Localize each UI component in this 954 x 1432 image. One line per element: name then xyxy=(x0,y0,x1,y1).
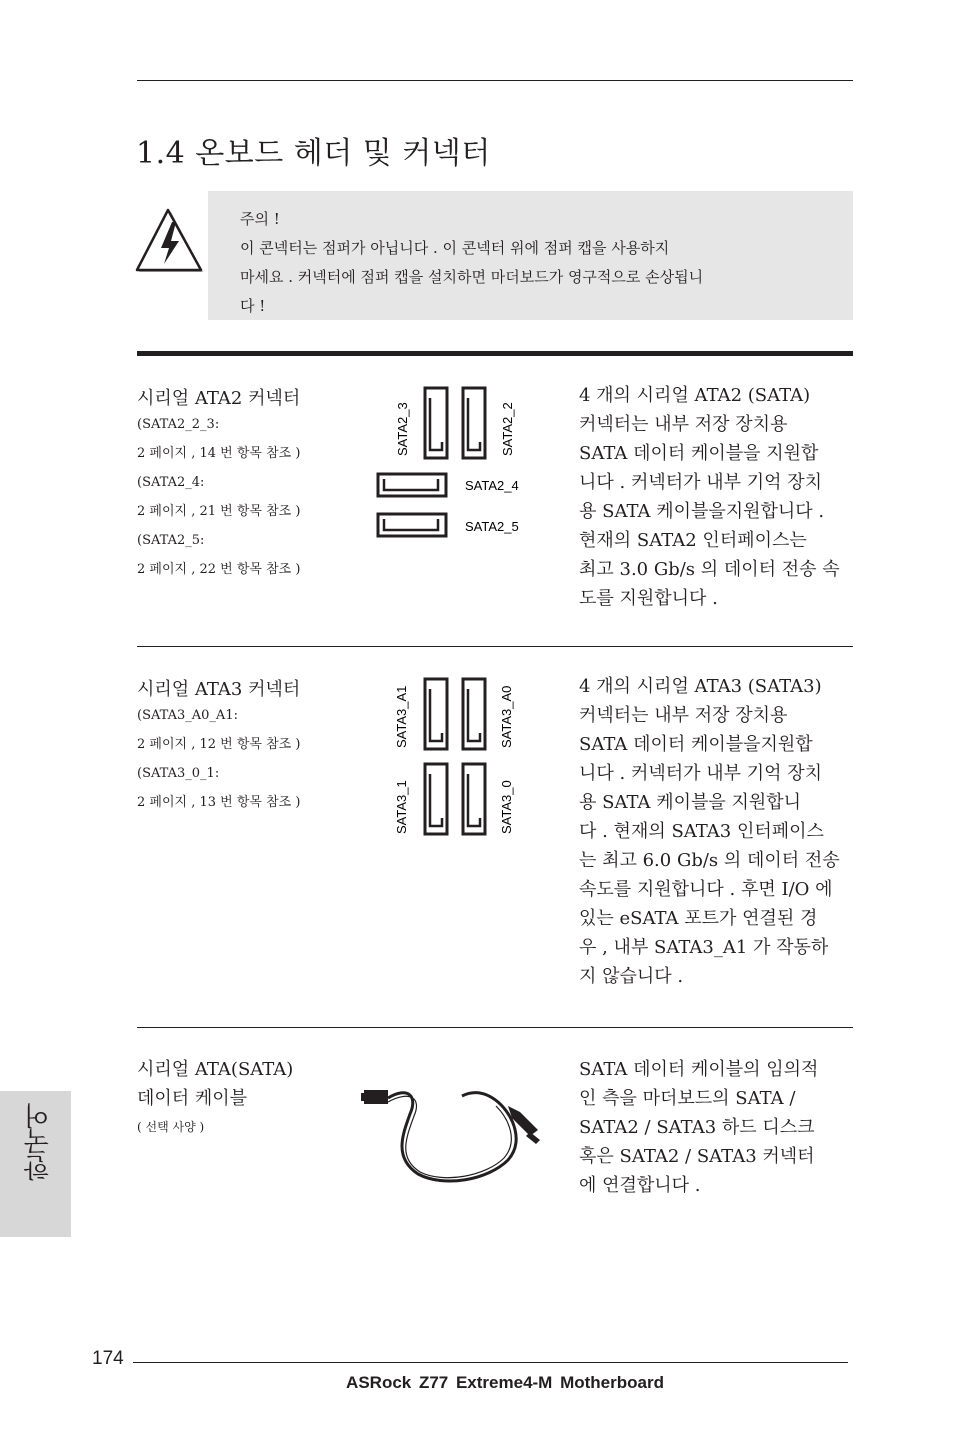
desc-line: 현재의 SATA2 인터페이스는 xyxy=(579,530,807,551)
desc-line: 니다 . 커넥터가 내부 기억 장치 xyxy=(579,472,822,493)
sata-connector-icon xyxy=(425,388,447,458)
desc-line: 4 개의 시리얼 ATA2 (SATA) xyxy=(579,385,811,406)
connector-label-sata2-2: SATA2_2 xyxy=(500,402,515,456)
sata-connector-icon xyxy=(378,474,446,496)
note-line: ( 선택 사양 ) xyxy=(137,1120,205,1134)
section-divider xyxy=(137,646,853,647)
page-number: 174 xyxy=(92,1348,124,1369)
caution-line: 이 콘넥터는 점퍼가 아닙니다 . 이 콘넥터 위에 점퍼 캡을 사용하지 xyxy=(240,239,670,257)
desc-line: SATA 데이터 케이블의 임의적 xyxy=(579,1059,819,1080)
sata-cable-section-title xyxy=(137,1055,293,1142)
desc-line: 지 않습니다 . xyxy=(579,966,684,987)
note-line: 2 페이지 , 22 번 항목 참조 ) xyxy=(137,562,301,577)
note-line: (SATA2_4: xyxy=(137,475,205,490)
sata3-section-title: 시리얼 ATA3 커넥터 xyxy=(137,679,301,700)
connector-label-sata3-0: SATA3_0 xyxy=(499,780,514,834)
desc-line: 있는 eSATA 포트가 연결된 경 xyxy=(579,908,818,929)
desc-line: 4 개의 시리얼 ATA3 (SATA3) xyxy=(579,676,822,697)
title-line: 시리얼 ATA(SATA) xyxy=(137,1059,294,1080)
sata-connector-icon xyxy=(463,764,485,834)
note-line: (SATA3_0_1: xyxy=(137,766,220,781)
sata-connector-icon xyxy=(425,679,447,749)
footer-rule xyxy=(133,1362,848,1363)
language-side-tab xyxy=(0,1091,71,1237)
desc-line: 인 측을 마더보드의 SATA / xyxy=(579,1088,796,1109)
warning-triangle-icon xyxy=(135,208,207,278)
sata-cable-illustration xyxy=(358,1076,548,1188)
sata2-notes xyxy=(137,410,300,584)
sata3-notes xyxy=(137,701,300,817)
desc-line: 도를 지원합니다 . xyxy=(579,588,718,609)
title-line: 데이터 케이블 xyxy=(137,1088,248,1109)
caution-box xyxy=(208,191,853,320)
caution-line: 다 ! xyxy=(240,297,266,315)
desc-line: 속도를 지원합니다 . 후면 I/O 에 xyxy=(579,879,833,900)
desc-line: 다 . 현재의 SATA3 인터페이스 xyxy=(579,821,824,842)
desc-line: SATA 데이터 케이블을지원합 xyxy=(579,734,813,755)
desc-line: 커넥터는 내부 저장 장치용 xyxy=(579,705,788,726)
caution-line: 마세요 . 커넥터에 점퍼 캡을 설치하면 마더보드가 영구적으로 손상됩니 xyxy=(240,268,704,286)
side-tab-label: 한국어 xyxy=(24,1103,54,1181)
desc-line: 에 연결합니다 . xyxy=(579,1175,701,1196)
footer-title: ASRock Z77 Extreme4-M Motherboard xyxy=(346,1373,664,1392)
desc-line: 용 SATA 케이블을지원합니다 . xyxy=(579,501,825,522)
sata-connector-icon xyxy=(378,514,446,536)
desc-line: SATA 데이터 케이블을 지원합 xyxy=(579,443,819,464)
caution-heading: 주의 ! xyxy=(240,210,280,228)
connector-label-sata3-1: SATA3_1 xyxy=(394,780,409,834)
connector-label-sata2-3: SATA2_3 xyxy=(395,402,410,456)
note-line: (SATA2_5: xyxy=(137,533,205,548)
sata-connector-icon xyxy=(463,388,485,458)
desc-line: 용 SATA 케이블을 지원합니 xyxy=(579,792,802,813)
note-line: 2 페이지 , 12 번 항목 참조 ) xyxy=(137,737,301,752)
desc-line: 니다 . 커넥터가 내부 기억 장치 xyxy=(579,763,822,784)
note-line: (SATA3_A0_A1: xyxy=(137,708,238,723)
desc-line: SATA2 / SATA3 하드 디스크 xyxy=(579,1117,815,1138)
sata-cable-description xyxy=(579,1055,853,1200)
connector-label-sata3-a1: SATA3_A1 xyxy=(394,685,409,748)
top-rule xyxy=(137,80,853,81)
sata2-vertical-connectors-diagram xyxy=(390,386,530,462)
sata3-connectors-diagram xyxy=(390,676,530,840)
desc-line: 커넥터는 내부 저장 장치용 xyxy=(579,414,788,435)
note-line: (SATA2_2_3: xyxy=(137,417,220,432)
note-line: 2 페이지 , 13 번 항목 참조 ) xyxy=(137,795,301,810)
section-divider-thick xyxy=(137,351,853,356)
section-divider xyxy=(137,1027,853,1028)
sata2-description xyxy=(579,381,853,613)
sata2-horizontal-connectors-diagram xyxy=(376,470,536,542)
desc-line: 최고 3.0 Gb/s 의 데이터 전송 속 xyxy=(579,559,840,580)
connector-label-sata2-4: SATA2_4 xyxy=(465,478,519,493)
note-line: 2 페이지 , 14 번 항목 참조 ) xyxy=(137,446,301,461)
sata-connector-icon xyxy=(463,679,485,749)
sata2-section-title: 시리얼 ATA2 커넥터 xyxy=(137,388,301,409)
connector-label-sata2-5: SATA2_5 xyxy=(465,519,519,534)
sata3-description xyxy=(579,672,853,991)
desc-line: 혹은 SATA2 / SATA3 커넥터 xyxy=(579,1146,815,1167)
connector-label-sata3-a0: SATA3_A0 xyxy=(499,685,514,748)
desc-line: 는 최고 6.0 Gb/s 의 데이터 전송 xyxy=(579,850,840,871)
desc-line: 우 , 내부 SATA3_A1 가 작동하 xyxy=(579,937,829,958)
note-line: 2 페이지 , 21 번 항목 참조 ) xyxy=(137,504,301,519)
sata-connector-icon xyxy=(425,764,447,834)
page-title: 1.4 온보드 헤더 및 커넥터 xyxy=(136,136,491,171)
sata-plug-icon xyxy=(361,1090,388,1104)
